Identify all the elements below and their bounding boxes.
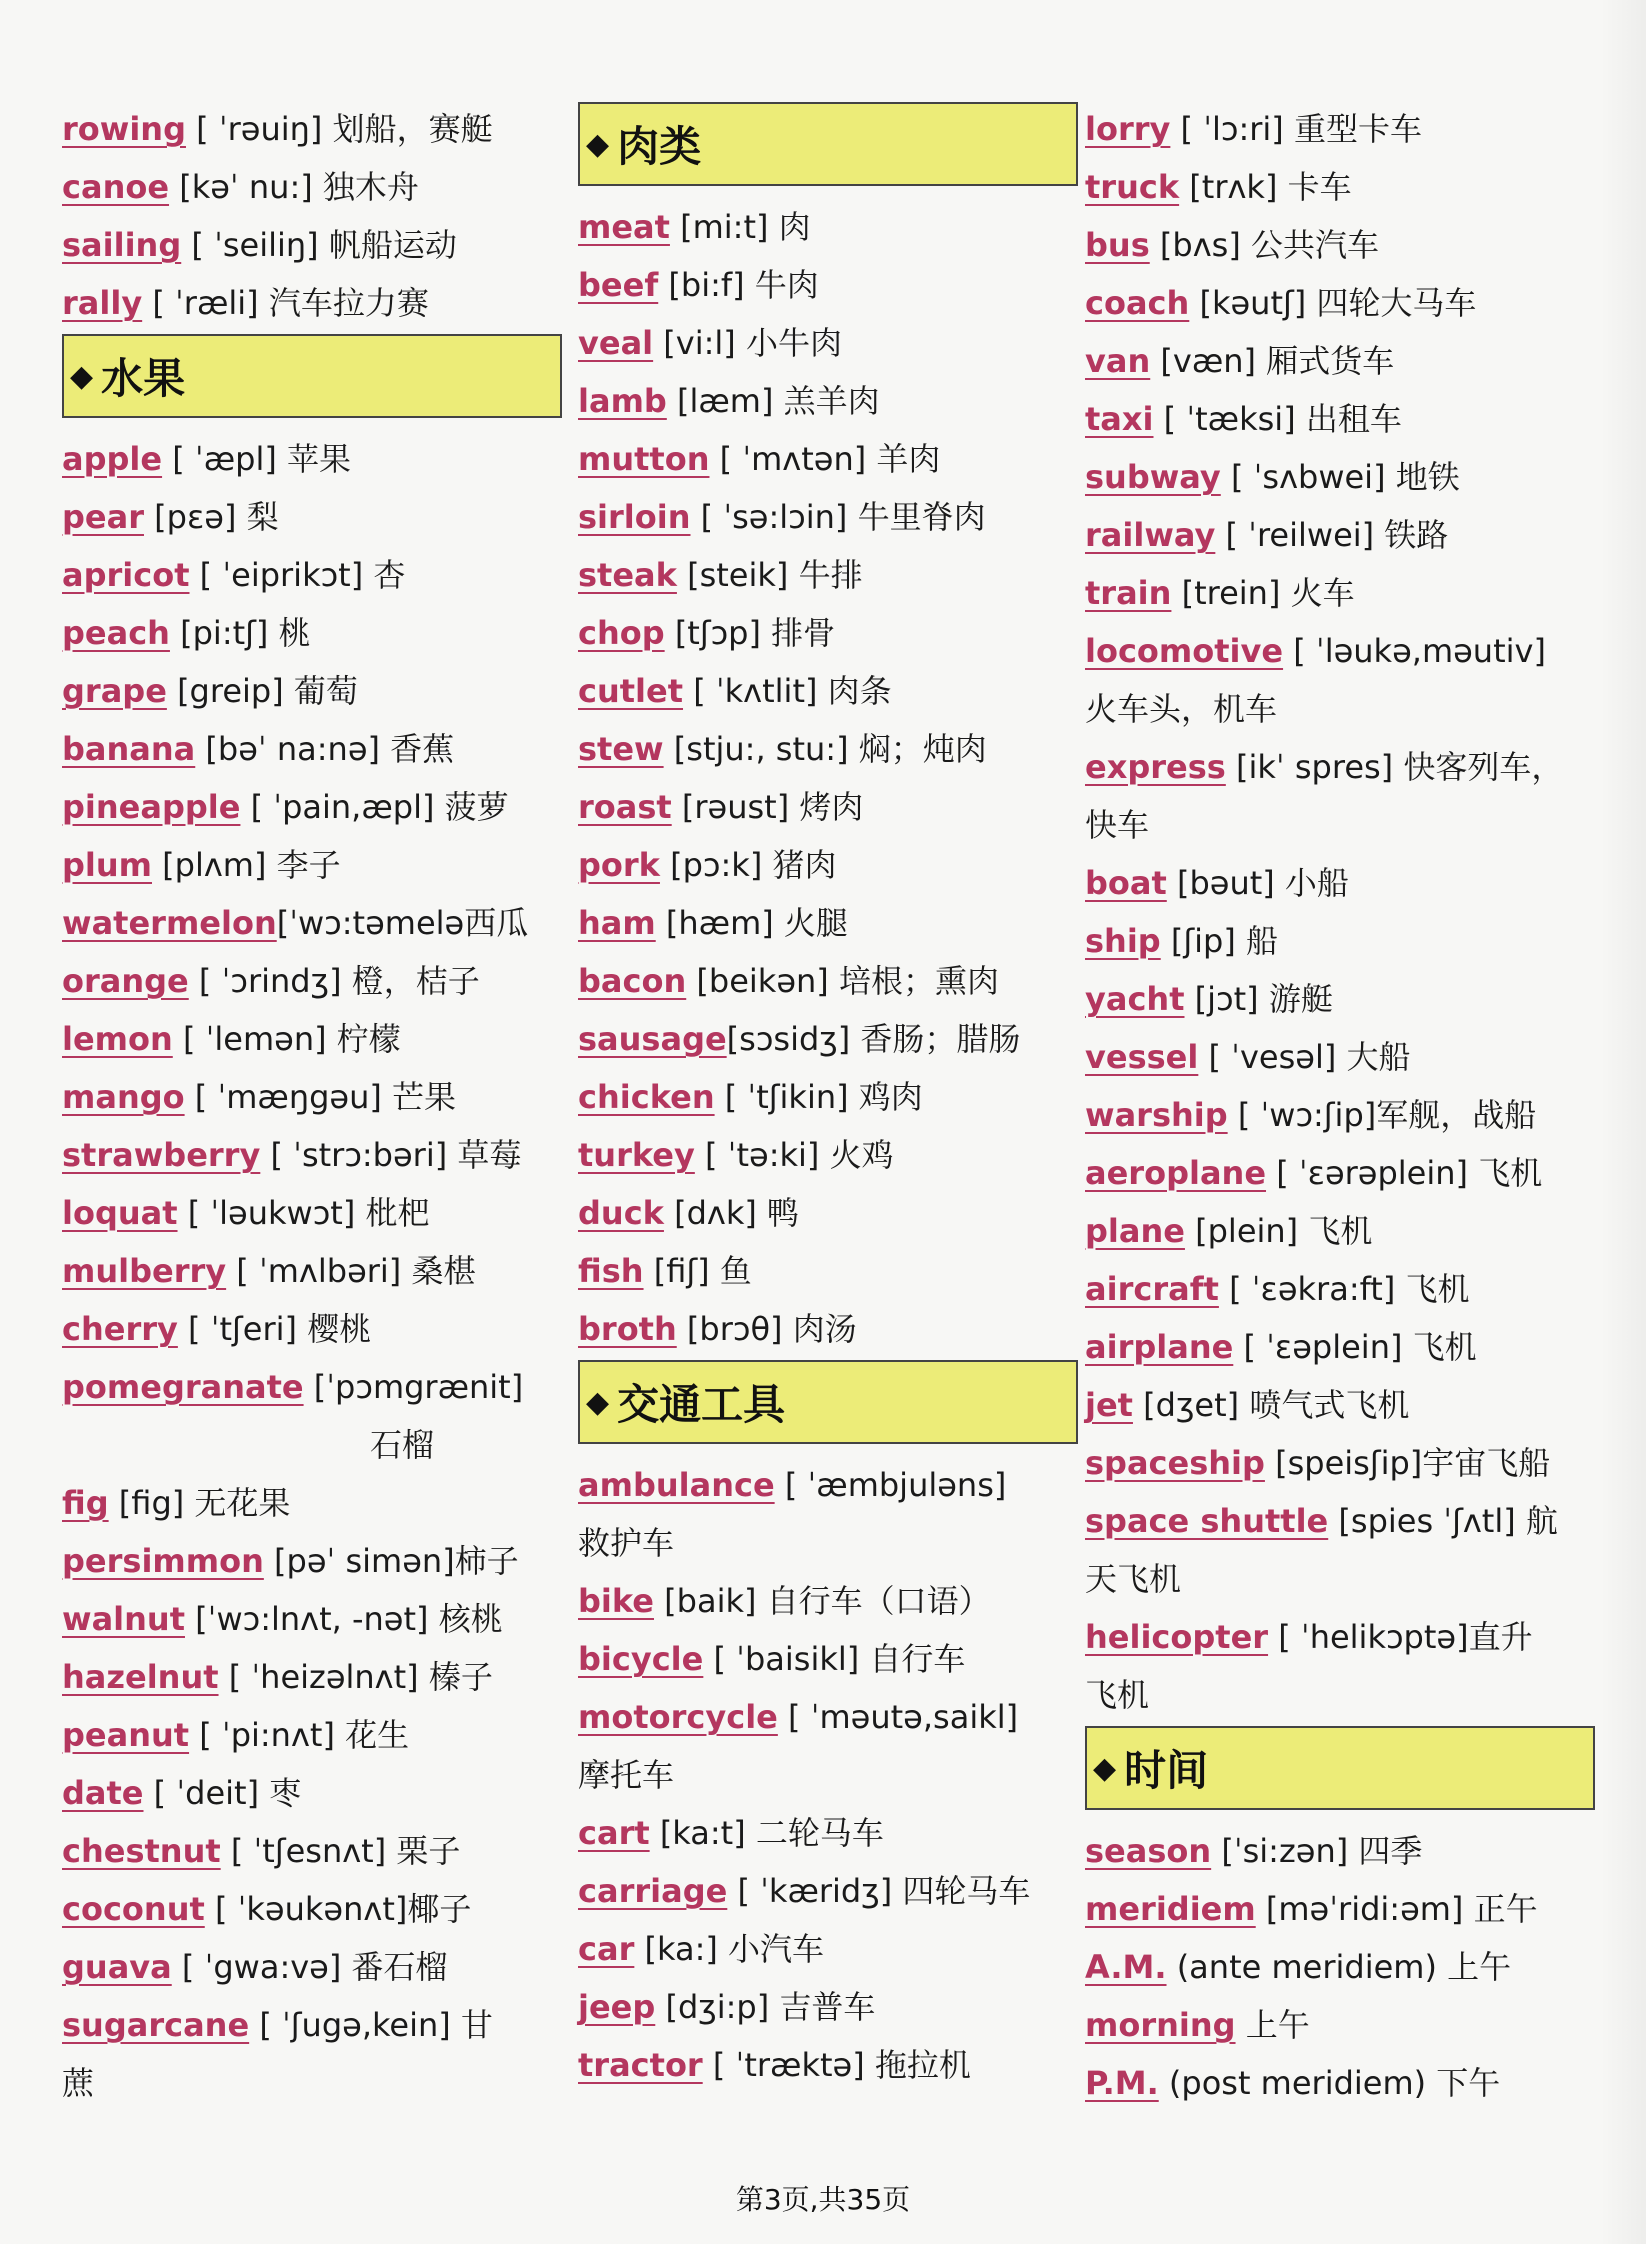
vocab-definition: [ ˈlemən] 柠檬 [172, 1020, 401, 1058]
vocab-word: spaceship [1085, 1444, 1265, 1482]
vocab-entry-fish [578, 1242, 1078, 1300]
vocab-definition: [pi:tʃ] 桃 [169, 614, 311, 652]
vocab-entry-sugarcane [62, 1996, 562, 2054]
vocab-entry-orange [62, 952, 562, 1010]
vocab-entry-pork [578, 836, 1078, 894]
vocab-definition: [dʌk] 鸭 [663, 1194, 800, 1232]
section-header [578, 102, 1078, 186]
vocab-entry-guava [62, 1938, 562, 1996]
vocab-word: apple [62, 440, 163, 478]
vocab-entry-turkey [578, 1126, 1078, 1184]
vocab-definition: [ ˈræli] 汽车拉力赛 [142, 284, 429, 322]
vocab-entry-spaceship [1085, 1434, 1595, 1492]
vocab-word: motorcycle [578, 1698, 778, 1736]
vocab-word: ship [1085, 922, 1161, 960]
vocab-definition: [ ˈɛəkra:ft] 飞机 [1218, 1270, 1470, 1308]
vocab-word: grape [62, 672, 167, 710]
vocab-word: season [1085, 1832, 1212, 1870]
vocab-definition-continued: 救护车 [578, 1524, 675, 1562]
vocab-entry-sailing [62, 216, 562, 274]
vocab-word: subway [1085, 458, 1221, 496]
vocab-definition: [ˈsi:zən] 四季 [1211, 1832, 1423, 1870]
vocab-word: bike [578, 1582, 654, 1620]
vocab-definition: [ ˈmæŋgəu] 芒果 [184, 1078, 457, 1116]
vocab-definition: [ ˈreilwei] 铁路 [1215, 516, 1449, 554]
vocab-word: mutton [578, 440, 710, 478]
diamond-icon: ◆ [1093, 1750, 1117, 1786]
vocab-entry-grape [62, 662, 562, 720]
vocab-definition: [ ˈwɔ:ʃip]军舰，战船 [1227, 1096, 1537, 1134]
vocab-definition: [ ˈtæksi] 出租车 [1153, 400, 1402, 438]
vocab-entry-banana [62, 720, 562, 778]
vocab-definition-continued: 火车头，机车 [1085, 690, 1278, 728]
vocab-entry-boat [1085, 854, 1595, 912]
vocab-word: plum [62, 846, 152, 884]
vocab-word: broth [578, 1310, 677, 1348]
vocab-definition: [hæm] 火腿 [655, 904, 848, 942]
section-header [578, 1360, 1078, 1444]
vocab-definition: [ˈwɔ:təmelə西瓜 [276, 904, 529, 942]
vocab-word: pork [578, 846, 660, 884]
vocab-definition: [plʌm] 李子 [152, 846, 341, 884]
vocab-definition: [ ˈheizəlnʌt] 榛子 [218, 1658, 493, 1696]
vocab-definition: [plein] 飞机 [1184, 1212, 1373, 1250]
vocab-entry-roast [578, 778, 1078, 836]
vocab-entry-bacon [578, 952, 1078, 1010]
vocab-entry-morning [1085, 1996, 1595, 2054]
vocab-word: warship [1085, 1096, 1228, 1134]
vocab-entry-pineapple [62, 778, 562, 836]
vocab-word: turkey [578, 1136, 695, 1174]
section-header [1085, 1726, 1595, 1810]
vocab-definition: [ ˈləukwɔt] 枇杷 [177, 1194, 430, 1232]
vocab-entry-coach [1085, 274, 1595, 332]
vocab-entry-bike [578, 1572, 1078, 1630]
vocab-entry-stew [578, 720, 1078, 778]
vocab-definition: [bəut] 小船 [1166, 864, 1349, 902]
vocab-definition: [dʒet] 喷气式飞机 [1132, 1386, 1410, 1424]
vocab-word: jet [1085, 1386, 1133, 1424]
vocab-word: stew [578, 730, 664, 768]
vocab-word: ham [578, 904, 656, 942]
vocab-definition: [brɔθ] 肉汤 [676, 1310, 857, 1348]
vocab-word: bicycle [578, 1640, 704, 1678]
vocab-entry-coconut [62, 1880, 562, 1938]
section-title: 肉类 [617, 122, 702, 171]
vocab-entry-peanut [62, 1706, 562, 1764]
vocab-definition: [spies ˈʃʌtl] 航 [1328, 1502, 1558, 1540]
vocab-entry-car [578, 1920, 1078, 1978]
vocab-word: boat [1085, 864, 1167, 902]
vocab-entry-meridiem [1085, 1880, 1595, 1938]
vocab-definition: [ ˈtʃeri] 樱桃 [177, 1310, 372, 1348]
vocab-word: morning [1085, 2006, 1236, 2044]
vocab-entry-subway [1085, 448, 1595, 506]
vocab-definition: [ ˈæpl] 苹果 [162, 440, 351, 478]
vocab-definition: [kəˈ nu:] 独木舟 [169, 168, 419, 206]
vocab-entry-strawberry [62, 1126, 562, 1184]
vocab-entry-loquat [62, 1184, 562, 1242]
vocab-definition: [læm] 羔羊肉 [666, 382, 880, 420]
vocab-word: steak [578, 556, 677, 594]
vocab-entry-mutton [578, 430, 1078, 488]
vocab-word: railway [1085, 516, 1216, 554]
vocab-definition: [ ˈgwa:və] 番石榴 [171, 1948, 448, 1986]
vocab-entry-ship [1085, 912, 1595, 970]
vocab-word: walnut [62, 1600, 185, 1638]
vocab-word: guava [62, 1948, 172, 1986]
vocab-word: cart [578, 1814, 650, 1852]
vocab-word: sirloin [578, 498, 691, 536]
vocab-definition: [ ˈtʃesnʌt] 栗子 [220, 1832, 461, 1870]
vocab-entry-locomotive [1085, 622, 1595, 680]
diamond-icon: ◆ [586, 126, 610, 162]
vocab-word: pear [62, 498, 144, 536]
vocab-definition: [ikˈ spres] 快客列车， [1225, 748, 1564, 786]
column-left [62, 100, 562, 2112]
vocab-word: fig [62, 1484, 109, 1522]
vocab-word: car [578, 1930, 635, 1968]
vocab-entry-bus [1085, 216, 1595, 274]
vocab-word: sailing [62, 226, 182, 264]
vocab-word: rowing [62, 110, 186, 148]
vocab-entry-aircraft [1085, 1260, 1595, 1318]
diamond-icon: ◆ [70, 358, 94, 394]
vocab-definition: [ ˈstrɔ:bəri] 草莓 [260, 1136, 522, 1174]
vocab-definition: [ ˈkæridʒ] 四轮马车 [727, 1872, 1031, 1910]
vocab-word: bus [1085, 226, 1150, 264]
vocab-word: lemon [62, 1020, 173, 1058]
vocab-entry-jeep [578, 1978, 1078, 2036]
vocab-word: date [62, 1774, 144, 1812]
vocab-entry-watermelon [62, 894, 562, 952]
vocab-definition: [ ˈtə:ki] 火鸡 [694, 1136, 894, 1174]
vocab-entry-date [62, 1764, 562, 1822]
vocab-definition: [ ˈɔrindʒ] 橙，桔子 [188, 962, 480, 1000]
vocab-entry-rally [62, 274, 562, 332]
vocab-word: sugarcane [62, 2006, 250, 2044]
vocab-word: chop [578, 614, 665, 652]
vocab-entry-tractor [578, 2036, 1078, 2094]
vocab-entry-train [1085, 564, 1595, 622]
vocab-word: aircraft [1085, 1270, 1219, 1308]
vocab-word: P.M. [1085, 2064, 1159, 2102]
vocab-word: persimmon [62, 1542, 264, 1580]
vocab-word: express [1085, 748, 1226, 786]
vocab-word: A.M. [1085, 1948, 1167, 1986]
vocab-word: sausage [578, 1020, 727, 1058]
vocab-definition: [ ˈpain,æpl] 菠萝 [240, 788, 509, 826]
vocab-definition-continued: 飞机 [1085, 1676, 1150, 1714]
vocab-entry-lamb [578, 372, 1078, 430]
page-edge [1600, 0, 1646, 2244]
vocab-definition: [ka:] 小汽车 [634, 1930, 825, 1968]
vocab-entry-motorcycle [578, 1688, 1078, 1746]
vocab-definition: [ ˈʃugə,kein] 甘 [249, 2006, 493, 2044]
vocab-definition-continued: 天飞机 [1085, 1560, 1182, 1598]
vocab-definition: [trʌk] 卡车 [1179, 168, 1352, 206]
vocab-entry-bicycle [578, 1630, 1078, 1688]
vocab-word: jeep [578, 1988, 656, 2026]
vocab-word: canoe [62, 168, 170, 206]
vocab-word: meridiem [1085, 1890, 1256, 1928]
vocab-word: peach [62, 614, 170, 652]
vocab-definition: [ ˈləukə,məutiv] [1283, 632, 1546, 670]
vocab-word: van [1085, 342, 1151, 380]
vocab-word: beef [578, 266, 659, 304]
vocab-word: rally [62, 284, 143, 322]
vocab-entry-airplane [1085, 1318, 1595, 1376]
vocab-word: truck [1085, 168, 1180, 206]
vocab-word: yacht [1085, 980, 1185, 1018]
vocab-word: carriage [578, 1872, 728, 1910]
vocab-entry-plane [1085, 1202, 1595, 1260]
vocab-word: mulberry [62, 1252, 227, 1290]
vocab-word: peanut [62, 1716, 190, 1754]
vocab-entry-vessel [1085, 1028, 1595, 1086]
vocab-definition: [ka:t] 二轮马车 [649, 1814, 884, 1852]
vocab-definition: [fig] 无花果 [108, 1484, 291, 1522]
vocab-entry-a-m [1085, 1938, 1595, 1996]
vocab-word: hazelnut [62, 1658, 219, 1696]
vocab-definition: [kəutʃ] 四轮大马车 [1189, 284, 1477, 322]
vocab-word: apricot [62, 556, 190, 594]
vocab-entry-persimmon [62, 1532, 562, 1590]
vocab-definition: (post meridiem) 下午 [1158, 2064, 1501, 2102]
vocab-definition: [ ˈsə:lɔin] 牛里脊肉 [690, 498, 986, 536]
vocab-entry-duck [578, 1184, 1078, 1242]
vocab-definition: [vi:l] 小牛肉 [653, 324, 842, 362]
vocab-definition: [jɔt] 游艇 [1184, 980, 1333, 1018]
vocab-entry-pear [62, 488, 562, 546]
vocab-definition: [bəˈ na:nə] 香蕉 [195, 730, 455, 768]
vocab-definition: [ ˈdeit] 枣 [143, 1774, 302, 1812]
vocab-definition: [væn] 厢式货车 [1150, 342, 1395, 380]
vocab-definition-continued: 摩托车 [578, 1756, 675, 1794]
vocab-word: cherry [62, 1310, 178, 1348]
vocab-entry-space-shuttle [1085, 1492, 1595, 1550]
vocab-word: coach [1085, 284, 1190, 322]
vocab-definition: [pəˈ simən]柿子 [263, 1542, 519, 1580]
vocab-definition: [ ˈtʃikin] 鸡肉 [714, 1078, 923, 1116]
vocab-word: lamb [578, 382, 667, 420]
vocab-entry-sausage [578, 1010, 1078, 1068]
vocab-definition: [ ˈkʌtlit] 肉条 [683, 672, 892, 710]
vocab-entry-veal [578, 314, 1078, 372]
vocab-definition: [ ˈmʌlbəri] 桑椹 [226, 1252, 476, 1290]
vocab-definition: [sɔsidʒ] 香肠；腊肠 [726, 1020, 1021, 1058]
vocab-word: tractor [578, 2046, 703, 2084]
vocab-definition: [ʃip] 船 [1160, 922, 1278, 960]
vocab-definition-continued: 蔗 [62, 2064, 95, 2102]
vocab-word: meat [578, 208, 670, 246]
page-footer: 第3页,共35页 [735, 2183, 911, 2216]
vocab-entry-cherry [62, 1300, 562, 1358]
vocab-entry-chop [578, 604, 1078, 662]
vocab-entry-meat [578, 198, 1078, 256]
vocab-entry-canoe [62, 158, 562, 216]
vocab-definition: [ ˈhelikɔptə]直升 [1268, 1618, 1533, 1656]
vocab-entry-fig [62, 1474, 562, 1532]
vocab-entry-apricot [62, 546, 562, 604]
vocab-word: cutlet [578, 672, 684, 710]
vocab-entry-chestnut [62, 1822, 562, 1880]
vocab-entry-beef [578, 256, 1078, 314]
vocab-definition: [ ˈvesəl] 大船 [1198, 1038, 1411, 1076]
vocab-word: aeroplane [1085, 1154, 1267, 1192]
vocab-word: pineapple [62, 788, 241, 826]
vocab-word: pomegranate [62, 1368, 304, 1406]
vocab-word: locomotive [1085, 632, 1284, 670]
vocab-word: airplane [1085, 1328, 1234, 1366]
vocab-word: strawberry [62, 1136, 261, 1174]
vocab-definition: [ ˈseiliŋ] 帆船运动 [181, 226, 457, 264]
vocab-entry-pomegranate [62, 1358, 562, 1416]
vocab-definition: [ ˈrəuiŋ] 划船，赛艇 [185, 110, 493, 148]
vocab-word: chicken [578, 1078, 715, 1116]
section-title: 水果 [101, 354, 186, 403]
vocab-definition: [dʒi:p] 吉普车 [655, 1988, 876, 2026]
vocab-word: duck [578, 1194, 664, 1232]
vocab-entry-season [1085, 1822, 1595, 1880]
section-title: 交通工具 [617, 1380, 786, 1429]
vocab-definition: [tʃɔp] 排骨 [664, 614, 836, 652]
vocab-definition: [pɔ:k] 猪肉 [659, 846, 837, 884]
vocab-entry-cart [578, 1804, 1078, 1862]
vocab-entry-mulberry [62, 1242, 562, 1300]
vocab-definition: [bʌs] 公共汽车 [1149, 226, 1379, 264]
vocab-definition: [ ˈbaisikl] 自行车 [703, 1640, 966, 1678]
vocab-definition: [greip] 葡萄 [166, 672, 358, 710]
vocab-entry-mango [62, 1068, 562, 1126]
vocab-word: roast [578, 788, 672, 826]
vocab-entry-railway [1085, 506, 1595, 564]
vocab-entry-ambulance [578, 1456, 1078, 1514]
vocab-entry-lemon [62, 1010, 562, 1068]
vocab-definition: [ ˈæmbjuləns] [774, 1466, 1007, 1504]
vocab-word: ambulance [578, 1466, 775, 1504]
vocab-word: fish [578, 1252, 644, 1290]
diamond-icon: ◆ [586, 1384, 610, 1420]
vocab-definition: [ ˈsʌbwei] 地铁 [1220, 458, 1460, 496]
vocab-definition: [fiʃ] 鱼 [643, 1252, 752, 1290]
vocab-definition: [speisʃip]宇宙飞船 [1264, 1444, 1551, 1482]
vocab-entry-helicopter [1085, 1608, 1595, 1666]
vocab-definition: [trein] 火车 [1171, 574, 1355, 612]
vocab-word: coconut [62, 1890, 205, 1928]
vocab-definition: [ ˈkəukənʌt]椰子 [204, 1890, 472, 1928]
vocab-word: chestnut [62, 1832, 221, 1870]
vocab-definition: [pɛə] 梨 [143, 498, 279, 536]
vocab-definition: [ ˈtræktə] 拖拉机 [702, 2046, 971, 2084]
section-header [62, 334, 562, 418]
vocab-word: train [1085, 574, 1172, 612]
vocab-entry-sirloin [578, 488, 1078, 546]
vocab-entry-cutlet [578, 662, 1078, 720]
vocab-definition-continued: 快车 [1085, 806, 1150, 844]
vocab-entry-carriage [578, 1862, 1078, 1920]
vocab-definition: [mi:t] 肉 [669, 208, 811, 246]
vocab-entry-broth [578, 1300, 1078, 1358]
vocab-entry-yacht [1085, 970, 1595, 1028]
vocab-word: veal [578, 324, 654, 362]
vocab-entry-express [1085, 738, 1595, 796]
vocab-definition: [ˈwɔ:lnʌt, -nət] 核桃 [184, 1600, 503, 1638]
vocab-entry-jet [1085, 1376, 1595, 1434]
vocab-entry-warship [1085, 1086, 1595, 1144]
vocab-entry-aeroplane [1085, 1144, 1595, 1202]
vocab-entry-walnut [62, 1590, 562, 1648]
vocab-definition: [ ˈeiprikɔt] 杏 [189, 556, 406, 594]
vocab-entry-plum [62, 836, 562, 894]
vocab-definition: [bi:f] 牛肉 [658, 266, 819, 304]
vocab-definition: [stju:, stu:] 焖；炖肉 [663, 730, 987, 768]
vocab-word: plane [1085, 1212, 1185, 1250]
vocab-word: bacon [578, 962, 687, 1000]
vocab-word: helicopter [1085, 1618, 1269, 1656]
vocab-entry-rowing [62, 100, 562, 158]
vocab-definition: [rəust] 烤肉 [671, 788, 864, 826]
section-title: 时间 [1124, 1746, 1209, 1795]
vocab-entry-hazelnut [62, 1648, 562, 1706]
vocab-definition: [steik] 牛排 [676, 556, 863, 594]
vocab-word: space shuttle [1085, 1502, 1329, 1540]
vocab-definition: [ ˈməutə,saikl] [777, 1698, 1019, 1736]
vocab-definition: [beikən] 培根；熏肉 [686, 962, 999, 1000]
vocab-word: loquat [62, 1194, 178, 1232]
vocab-definition: (ante meridiem) 上午 [1166, 1948, 1512, 1986]
vocab-entry-chicken [578, 1068, 1078, 1126]
vocab-entry-ham [578, 894, 1078, 952]
vocab-entry-truck [1085, 158, 1595, 216]
vocab-definition: [baik] 自行车（口语） [654, 1582, 991, 1620]
vocab-definition: [ ˈmʌtən] 羊肉 [709, 440, 941, 478]
vocab-definition: [məˈridi:əm] 正午 [1255, 1890, 1538, 1928]
vocab-word: vessel [1085, 1038, 1199, 1076]
vocab-entry-steak [578, 546, 1078, 604]
vocab-entry-taxi [1085, 390, 1595, 448]
vocab-word: lorry [1085, 110, 1171, 148]
vocab-word: orange [62, 962, 189, 1000]
vocab-word: mango [62, 1078, 185, 1116]
vocab-entry-p-m [1085, 2054, 1595, 2112]
vocab-entry-apple [62, 430, 562, 488]
vocab-definition: [ ˈɛəplein] 飞机 [1233, 1328, 1477, 1366]
vocab-entry-van [1085, 332, 1595, 390]
vocab-definition: [ ˈlɔ:ri] 重型卡车 [1170, 110, 1422, 148]
vocab-definition: 上午 [1235, 2006, 1310, 2044]
vocab-word: watermelon [62, 904, 277, 942]
vocab-definition: [ ˈpi:nʌt] 花生 [189, 1716, 410, 1754]
vocab-definition: [ ˈɛərəplein] 飞机 [1266, 1154, 1543, 1192]
vocab-definition: [ˈpɔmgrænit] [303, 1368, 524, 1406]
vocab-entry-lorry [1085, 100, 1595, 158]
column-middle [578, 100, 1078, 2094]
column-right [1085, 100, 1595, 2112]
vocab-entry-peach [62, 604, 562, 662]
vocab-word: banana [62, 730, 196, 768]
vocab-definition-continued: 石榴 [370, 1426, 435, 1464]
vocab-word: taxi [1085, 400, 1154, 438]
